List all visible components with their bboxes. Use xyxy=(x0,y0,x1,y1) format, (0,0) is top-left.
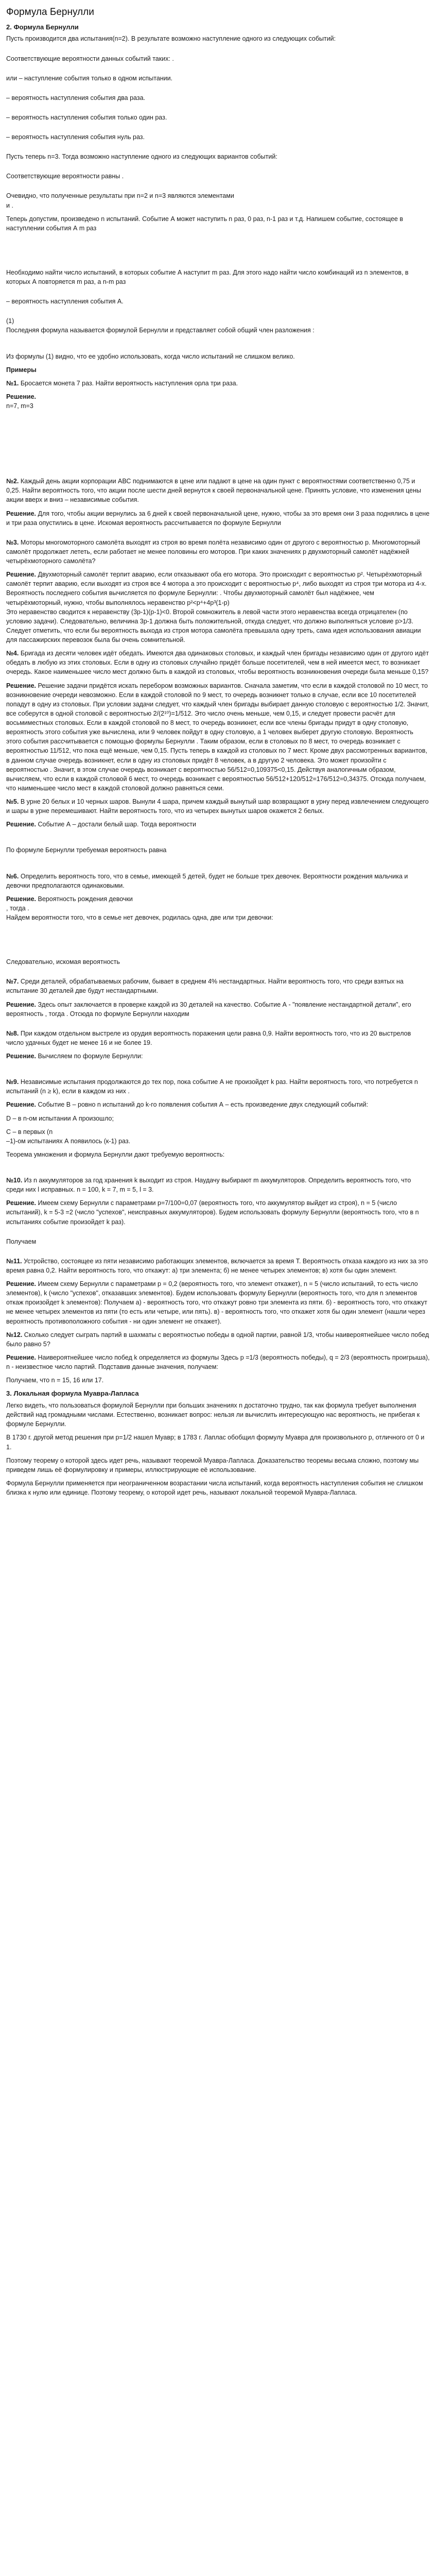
solution-text: D – в n-ом испытании А произошло; xyxy=(6,1114,114,1122)
paragraph: – вероятность наступления события А. xyxy=(6,298,124,306)
paragraph: Последняя формула называется формулой Бернулли и представляет собой общий член разложения : xyxy=(6,327,315,334)
paragraph: – вероятность наступления события только один раз. xyxy=(6,113,167,121)
example-10 xyxy=(6,1176,430,1194)
paragraph: Теперь допустим, произведено n испытаний. Событие А может наступить n раз, 0 раз, n-1 раз и т.д. Напишем событие, состоящее в наступлении события А m раз xyxy=(6,215,403,232)
example-text: Бросается монета 7 раз. Найти вероятность наступления орла три раза. xyxy=(20,379,238,387)
example-label: №9. xyxy=(6,1078,19,1086)
paragraph: Необходимо найти число испытаний, в которых событие А наступит m раз. Для этого надо найти число комбинаций из n элементов, в которых А повторяется m раз, а n-m раз xyxy=(6,268,409,286)
solution-text: С – в первых (n xyxy=(6,1128,53,1136)
solution xyxy=(6,1198,430,1226)
paragraph: – вероятность наступления события нуль раз. xyxy=(6,133,145,141)
solution-label: Решение. xyxy=(6,895,37,903)
solution-label: Решение. xyxy=(6,393,37,400)
solution xyxy=(6,509,430,528)
solution xyxy=(6,1279,430,1326)
solution-text: Теорема умножения и формула Бернулли дают требуемую вероятность: xyxy=(6,1150,225,1158)
example-label: №10. xyxy=(6,1177,23,1184)
solution-text: , тогда . xyxy=(6,904,29,912)
solution-label: Решение. xyxy=(6,682,37,689)
paragraph: Пусть производится два испытания(n=2). В результате возможно наступление одного из следующих событий: xyxy=(6,35,336,43)
example-text: Сколько следует сыграть партий в шахматы с вероятностью победы в одной партии, равной 1/3, чтобы наивероятнейшее число побед было равно 5? xyxy=(6,1331,429,1348)
solution-text: Событие А – достали белый шар. Тогда вероятности xyxy=(38,821,196,828)
section-heading-bernoulli: 2. Формула Бернулли xyxy=(6,23,79,31)
solution-text: Вычисляем по формуле Бернулли: xyxy=(38,1053,143,1060)
example-label: №8. xyxy=(6,1029,19,1037)
solution-text: Найдем вероятности того, что в семье нет девочек, родилась одна, две или три девочки: xyxy=(6,914,273,922)
example-label: №2. xyxy=(6,478,19,485)
solution-text: Здесь опыт заключается в проверке каждой из 30 деталей на качество. Событие А - "появление нестандартной детали", его вероятность , тогда . Отсюда по формуле Бернулли находим xyxy=(6,1001,411,1018)
solution xyxy=(6,820,430,829)
solution-label: Решение. xyxy=(6,510,37,517)
example-9 xyxy=(6,1077,430,1096)
example-label: №12. xyxy=(6,1331,23,1338)
example-text: Определить вероятность того, что в семье, имеющей 5 детей, будет не больше трех девочек. Вероятности рождения мальчика и девочки предполагаются одинаковыми. xyxy=(6,872,408,889)
solution-text: –1)-ом испытаниях А появилось (к-1) раз. xyxy=(6,1137,131,1145)
example-11 xyxy=(6,1257,430,1275)
solution xyxy=(6,894,430,904)
paragraph: Формула Бернулли применяется при неограниченном возрастании числа испытаний, когда вероятность наступления события не слишком близка к нулю или единице. Поэтому теорему, о которой идет речь, называют локальной теоремой Муавра-Лапласа. xyxy=(6,1479,423,1497)
solution xyxy=(6,1353,430,1371)
example-text: При каждом отдельном выстреле из орудия вероятность поражения цели равна 0,9. Найти вероятность того, что из 20 выстрелов число удачных будет не менее 16 и не более 19. xyxy=(6,1029,411,1046)
example-label: №1. xyxy=(6,379,19,387)
example-label: №5. xyxy=(6,798,19,806)
paragraph: Соответствующие вероятности данных событий таких: . xyxy=(6,55,174,62)
solution-label: Решение. xyxy=(6,1353,37,1361)
example-4 xyxy=(6,649,430,676)
page-title: Формула Бернулли xyxy=(6,7,94,18)
solution-text: По формуле Бернулли требуемая вероятность равна xyxy=(6,846,167,854)
paragraph: Из формулы (1) видно, что ее удобно использовать, когда число испытаний не слишком велико. xyxy=(6,352,295,360)
paragraph: В 1730 г. другой метод решения при p=1/2 нашел Муавр; в 1783 г. Лаплас обобщил формулу Муавра для произвольного p, отличного от 0 и 1. xyxy=(6,1434,425,1451)
paragraph: Соответствующие вероятности равны . xyxy=(6,173,124,180)
solution-text: Следовательно, искомая вероятность xyxy=(6,958,120,966)
example-label: №6. xyxy=(6,872,19,880)
solution-text: Имеем схему Бернулли с параметрами p = 0,2 (вероятность того, что элемент откажет), n = 5 (число испытаний, то есть число элементов), k (число "успехов", отказавших элементов). Будем использовать формулу Бернулли (вероятность того, что для n элементов откаж произойдет k элементов): Получаем а) - вероятность того, что откажут ровно три элемента из пяти. б) - вероятность того, что откажут не менее четырех элементов из пяти (то есть или четыре, или пять). в) - вероятность того, что откажет хотя бы один элемент (нашли через вероятность противоположного события - ни один элемент не откажет). xyxy=(6,1280,427,1325)
solution-label: Решение. xyxy=(6,1053,37,1060)
paragraph: Пусть теперь n=3. Тогда возможно наступление одного из следующих вариантов событий: xyxy=(6,153,277,161)
example-1 xyxy=(6,379,430,388)
solution xyxy=(6,681,430,793)
example-8 xyxy=(6,1029,430,1047)
solution-text: Событие В – ровно n испытаний до k-го появления события А – есть произведение двух следующий событий: xyxy=(38,1101,369,1109)
example-text: Независимые испытания продолжаются до тех пор, пока событие А не произойдет k раз. Найти вероятность того, что потребуется n испытаний (n ≥ k), если в каждом из них . xyxy=(6,1078,418,1095)
solution-text: Это неравенство сводится к неравенству (3р-1)(р-1)<0. Второй сомножитель в левой части этого неравенства всегда отрицателен (по условию задачи). Следовательно, величина 3р-1 должна быть положительной, откуда следует, что должно выполняться условие р>1/3. Следует отметить, что если бы вероятность выхода из строя мотора самолёта превышала одну треть, сама идея использования авиации для пассажирских перевозок была бы очень сомнительной. xyxy=(6,608,421,644)
solution-text: Решение задачи придётся искать перебором возможных вариантов. Сначала заметим, что если в каждой столовой по 10 мест, то возникновение очереди невозможно. Если в каждой столовой по 9 мест, то очередь возникнет только в случае, если все 10 посетителей попадут в одну из столовых. При условии задачи следует, что каждый член бригады выбирает данную столовую с вероятностью 1/2. Значит, все соберутся в одной столовой с вероятностью 2/(2¹⁰)=1/512. Это число очень меньше, чем 0,15, и следует провести расчёт для восьмиместных столовых. Если в каждой столовой по 8 мест, то очередь возникнет, если все члены бригады придут в одну столовую, вероятность этого события уже вычислена, или 9 человек пойдут в одну столовую, а 1 человек выберет другую столовую. Вероятность этого события рассчитывается с помощью формулы Бернулли . Таким образом, если в столовых по 8 мест, то очередь возникает с вероятностью 11/512, что пока ещё меньше, чем 0,15. Пусть теперь в каждой из столовых по 7 мест. Кроме двух рассмотренных вариантов, в данном случае очередь возникнет, если в одну из столовых придёт 8 человек, а в другую 2 человека. Это может произойти с вероятностью . Значит, в этом случае очередь возникает с вероятностью 56/512=0,109375<0,15. Действуя аналогичным образом, вычисляем, что если в каждой столовой 6 мест, то очередь возникает с вероятностью 56/512+120/512=176/512=0,34375. Отсюда получаем, что наименьшее число мест в каждой столовой должно равняться семи. xyxy=(6,682,429,792)
solution-label: Решение. xyxy=(6,821,37,828)
paragraph: Легко видеть, что пользоваться формулой Бернулли при больших значениях n достаточно трудно, так как формула требует выполнения действий над громадными числами. Естественно, возникает вопрос: нельзя ли вычислить интересующую нас вероятность, не прибегая к формуле Бернулли. xyxy=(6,1402,420,1428)
example-text: Устройство, состоящее из пяти независимо работающих элементов, включается за время Т. Вероятность отказа каждого из них за это время равна 0,2. Найти вероятность того, что откажут: а) три элемента; б) не менее четырех элементов; в) хотя бы один элемент. xyxy=(6,1257,428,1274)
solution-text: Для того, чтобы акции вернулись за 6 дней к своей первоначальной цене, нужно, чтобы за это время они 3 раза поднялись в цене и три раза опустились в цене. Искомая вероятность рассчитывается по формуле Бернулли xyxy=(6,510,430,527)
solution-text: n=7, m=3 xyxy=(6,402,33,410)
solution-label: Решение. xyxy=(6,1280,37,1288)
paragraph: Поэтому теорему о которой здесь идет речь, называют теоремой Муавра-Лапласа. Доказательство теоремы весьма сложно, поэтому мы приведем лишь её формулировку и примеры, иллюстрирующие её использование. xyxy=(6,1456,419,1473)
solution-text: Двухмоторный самолёт терпит аварию, если отказывают оба его мотора. Это происходит с вероятностью р². Четырёхмоторный самолёт терпит аварию, если выходят из строя все 4 мотора а это происходит с вероятностью р⁴, либо выходят из строя три мотора из 4-х. Вероятность последнего события вычисляется по формуле Бернулли: . Чтобы двухмоторный самолёт был надёжнее, чем четырёхмоторный, нужно, чтобы выполнялось неравенство р²<р⁴+4р³(1-р) xyxy=(6,571,427,606)
example-label: №4. xyxy=(6,650,19,657)
example-text: Каждый день акции корпорации АВС поднимаются в цене или падают в цене на один пункт с вероятностями соответственно 0,75 и 0,25. Найти вероятность того, что акции после шести дней вернутся к своей первоначальной цене. Принять условие, что изменения цены акции вверх и вниз – независимые события. xyxy=(6,478,421,504)
solution-text: Получаем xyxy=(6,1238,37,1245)
example-5 xyxy=(6,797,430,816)
solution-text: Наивероятнейшее число побед k определяется из формулы Здесь p =1/3 (вероятность победы), q = 2/3 (вероятность проигрыша), n - неизвестное число партий. Подставив данные значения, получаем: xyxy=(6,1353,430,1371)
example-6 xyxy=(6,872,430,890)
example-text: Моторы многомоторного самолёта выходят из строя во время полёта независимо один от другого с вероятностью р. Многомоторный самолёт продолжает лететь, если работает не менее половины его моторов. При каких значениях р двухмоторный самолёт надёжней четырёхмоторного самолёта? xyxy=(6,538,421,565)
example-12 xyxy=(6,1330,430,1349)
section-heading-moivre-laplace: 3. Локальная формула Муавра-Лапласа xyxy=(6,1389,139,1398)
example-label: №11. xyxy=(6,1257,22,1265)
paragraph: Очевидно, что полученные результаты при n=2 и n=3 являются элементами xyxy=(6,192,234,200)
solution-text: Имеем схему Бернулли с параметрами p=7/100=0,07 (вероятность того, что аккумулятор выйдет из строя), n = 5 (число испытаний), k = 5-3 =2 (число "успехов", неисправных аккумуляторов). Будем использовать формулу Бернулли (вероятность того, что в n испытаниях событие произойдет k раз). xyxy=(6,1199,419,1226)
examples-heading: Примеры xyxy=(6,366,37,374)
solution-text: Вероятность рождения девочки xyxy=(38,895,133,903)
solution xyxy=(6,1000,430,1019)
example-label: №7. xyxy=(6,978,19,986)
equation-number: (1) xyxy=(6,317,14,325)
solution xyxy=(6,570,430,607)
paragraph: и . xyxy=(6,201,13,209)
example-text: В урне 20 белых и 10 черных шаров. Вынули 4 шара, причем каждый вынутый шар возвращают в урну перед извлечением следующего и шары в урне перемешивают. Найти вероятность того, что из четырех вынутых шаров окажется 2 белых. xyxy=(6,798,429,815)
example-text: Среди деталей, обрабатываемых рабочим, бывает в среднем 4% нестандартных. Найти вероятность того, что среди взятых на испытание 30 деталей две будут нестандартными. xyxy=(6,978,404,995)
solution-label: Решение. xyxy=(6,1199,37,1207)
example-text: Бригада из десяти человек идёт обедать. Имеются два одинаковых столовых, и каждый член бригады независимо один от другого идёт обедать в любую из этих столовых. Если в одну из столовых случайно придёт больше посетителей, чем в ней имеется мест, то возникает очередь. Какое наименьшее число мест должно быть в каждой из столовых, чтобы вероятность возникновения очереди была меньше 0,15? xyxy=(6,650,429,676)
paragraph: или – наступление события только в одном испытании. xyxy=(6,74,173,82)
example-2 xyxy=(6,477,430,504)
solution xyxy=(6,1100,430,1109)
example-7 xyxy=(6,977,430,995)
example-3 xyxy=(6,538,430,566)
paragraph: – вероятность наступления события два раза. xyxy=(6,94,146,101)
solution-label: Решение. xyxy=(6,571,37,579)
example-text: Из n аккумуляторов за год хранения k выходит из строя. Наудачу выбирают m аккумуляторов. Определить вероятность того, что среди них l исправных. n = 100, k = 7, m = 5, l = 3. xyxy=(6,1177,411,1194)
example-label: №3. xyxy=(6,538,19,546)
solution-label: Решение. xyxy=(6,1101,37,1109)
solution-text: Получаем, что n = 15, 16 или 17. xyxy=(6,1377,104,1384)
solution xyxy=(6,1052,430,1061)
solution-label: Решение. xyxy=(6,1001,37,1008)
